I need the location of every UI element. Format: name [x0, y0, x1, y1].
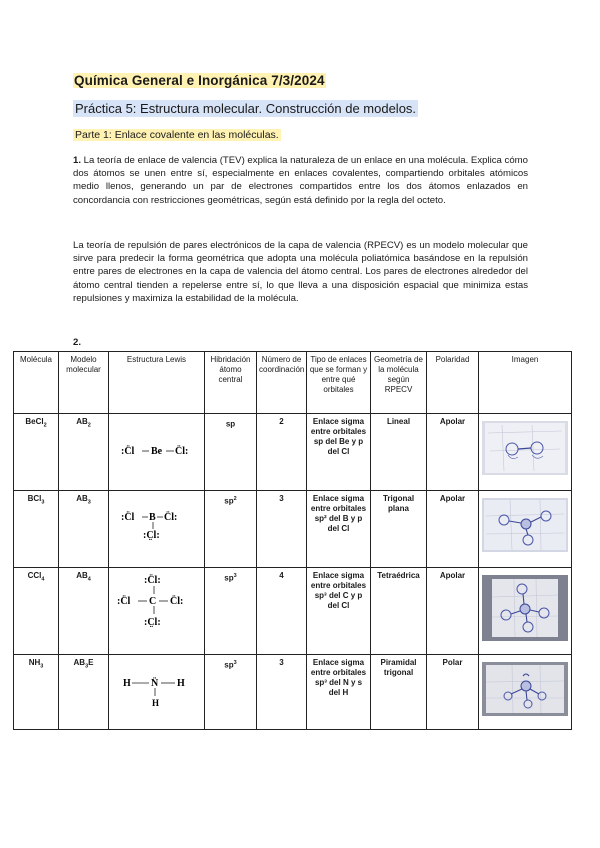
cell-image — [479, 414, 572, 491]
header-geometry: Geometría de la molécula según RPECV — [371, 352, 427, 414]
part-heading: Parte 1: Enlace covalente en las moléculas. — [75, 129, 279, 141]
cell-image — [479, 568, 572, 655]
table-row — [14, 655, 572, 730]
cell-lewis — [109, 568, 205, 655]
cell-image — [479, 491, 572, 568]
cell-coordination: 3 — [257, 655, 307, 730]
cell-polarity: Apolar — [427, 414, 479, 491]
cell-hybridization: $sp^2$ — [205, 491, 257, 568]
lewis-atom: H — [122, 678, 131, 689]
item-number-1: 1. — [73, 155, 82, 166]
cell-hybridization: $sp^3$ — [205, 568, 257, 655]
header-lewis: Estructura Lewis — [109, 352, 205, 414]
header-molecule: Molécula — [14, 352, 59, 414]
table-header-row — [14, 352, 572, 414]
cell-coordination: 3 — [257, 491, 307, 568]
cell-geometry: Trigonal plana — [371, 491, 427, 568]
lewis-structure-bcl3 — [113, 494, 201, 560]
cell-molecule: BCl$_3$ — [14, 491, 59, 568]
cell-lewis — [109, 655, 205, 730]
lewis-structure-ccl4 — [113, 571, 201, 637]
cell-molecule: CCl$_4$ — [14, 568, 59, 655]
lewis-atom: :C̈l — [116, 596, 130, 607]
lewis-atom: :C̈l: — [143, 575, 161, 586]
cell-bond-type: Enlace sigma entre orbitales sp² del B y p del Cl — [307, 491, 371, 568]
cell-molecule: $NH_3$ — [14, 655, 59, 730]
lewis-atom: C — [148, 596, 156, 607]
lewis-atom: C̈l: — [163, 512, 177, 523]
cell-model: $AB_3E$ — [59, 655, 109, 730]
lewis-atom: :C̈l — [120, 512, 134, 523]
cell-bond-type: Enlace sigma entre orbitales sp del Be y p del Cl — [307, 414, 371, 491]
lewis-structure-nh3 — [113, 658, 201, 724]
cell-model: $AB_2$ — [59, 414, 109, 491]
cell-model: $AB_4$ — [59, 568, 109, 655]
cell-model: $AB_3$ — [59, 491, 109, 568]
header-model: Modelo molecular — [59, 352, 109, 414]
paragraph-rpecv: La teoría de repulsión de pares electrónicos de la capa de valencia (RPECV) es un modelo molecular que sirve para predecir la forma geométrica que adopta una molécula poliatómica basándose en la repulsión entre pares de electrones en la capa de valencia del átomo central. Los pares de electrones alrededor del átomo central tienden a repelerse entre sí, lo que lleva a una disposición espacial que minimiza estas repulsiones y maximiza la estabilidad de la molécula. — [73, 240, 528, 304]
molecule-table — [13, 351, 572, 730]
lewis-atom: :C̤l: — [143, 617, 161, 628]
model-photo-ccl4 — [482, 575, 568, 641]
model-photo-becl2 — [482, 421, 568, 475]
header-polarity: Polaridad — [427, 352, 479, 414]
header-bond-type: Tipo de enlaces que se forman y entre qué orbitales — [307, 352, 371, 414]
item-number-2: 2. — [73, 337, 82, 348]
header-image: Imagen — [479, 352, 572, 414]
cell-image — [479, 655, 572, 730]
cell-geometry: Piramidal trigonal — [371, 655, 427, 730]
practice-subtitle: Práctica 5: Estructura molecular. Construcción de modelos. — [75, 101, 417, 116]
table-row — [14, 568, 572, 655]
cell-molecule: BeCl$_2$ — [14, 414, 59, 491]
model-photo-bcl3 — [482, 498, 568, 552]
cell-bond-type: Enlace sigma entre orbitales sp³ del N y s del H — [307, 655, 371, 730]
lewis-atom: C̈l: — [174, 446, 188, 457]
cell-polarity: Apolar — [427, 491, 479, 568]
lewis-atom: C̈l: — [169, 596, 183, 607]
cell-polarity: Apolar — [427, 568, 479, 655]
cell-coordination: 4 — [257, 568, 307, 655]
lewis-atom: N̈ — [150, 678, 158, 689]
cell-hybridization: sp — [205, 414, 257, 491]
table-row — [14, 491, 572, 568]
table-row — [14, 414, 572, 491]
lewis-atom: :C̈l — [120, 446, 134, 457]
cell-lewis — [109, 491, 205, 568]
paragraph-tev — [73, 154, 528, 207]
cell-polarity: Polar — [427, 655, 479, 730]
header-coordination: Número de coordinación — [257, 352, 307, 414]
cell-bond-type: Enlace sigma entre orbitales sp³ del C y p del Cl — [307, 568, 371, 655]
cell-lewis — [109, 414, 205, 491]
document-title: Química General e Inorgánica 7/3/2024 — [74, 73, 325, 88]
lewis-structure-becl2 — [113, 417, 201, 483]
cell-geometry: Lineal — [371, 414, 427, 491]
lewis-atom: :C̤l: — [142, 530, 160, 541]
lewis-atom: B — [148, 512, 156, 523]
lewis-atom: H — [151, 698, 159, 708]
cell-hybridization: $sp^3$ — [205, 655, 257, 730]
header-hybridization: Hibridación átomo central — [205, 352, 257, 414]
cell-coordination: 2 — [257, 414, 307, 491]
paragraph-tev-text: La teoría de enlace de valencia (TEV) explica la naturaleza de un enlace en una molécula. Explica cómo dos átomos se unen entre sí, especialmente en enlaces covalentes, compartiendo orbitales atómicos medio llenos, generando un par de electrones compartidos entre los dos átomos enlazados en concordancia con restricciones geométricas, según está definido por la regla del octeto. — [73, 155, 528, 206]
lewis-atom: H — [176, 678, 185, 689]
model-photo-nh3 — [482, 662, 568, 716]
lewis-atom: Be — [150, 446, 162, 457]
cell-geometry: Tetraédrica — [371, 568, 427, 655]
